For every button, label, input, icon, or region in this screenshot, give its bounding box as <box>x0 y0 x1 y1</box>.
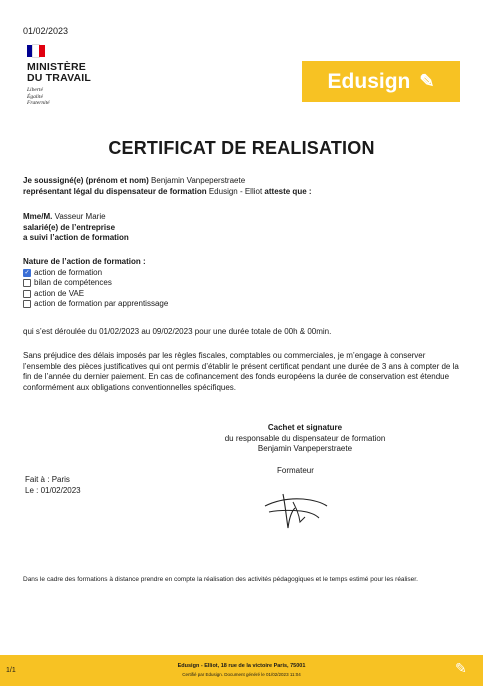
period-text: au <box>141 327 151 336</box>
trainee-company-line: salarié(e) de l’entreprise <box>23 222 116 232</box>
date-label: Le : <box>25 485 39 495</box>
footer-bar <box>0 655 483 686</box>
republic-motto: Liberté Égalité Fraternité <box>27 87 50 106</box>
signer-attest: atteste que : <box>264 186 312 196</box>
checkbox-icon[interactable] <box>23 290 31 298</box>
ministry-logo <box>27 45 107 107</box>
period-text: qui s’est déroulée du <box>23 327 97 336</box>
trainee-action-line: a suivi l’action de formation <box>23 233 129 242</box>
stamp-block <box>180 423 430 455</box>
period-start: 01/02/2023 <box>99 327 140 336</box>
page-number: 1/1 <box>6 667 16 674</box>
trainee-block <box>23 212 463 244</box>
nature-option-label: action de VAE <box>34 288 85 298</box>
signer-role-label: représentant légal du dispensateur de formation <box>23 186 207 196</box>
stamp-line: du responsable du dispensateur de formation <box>224 433 386 443</box>
ministry-name: MINISTÈRE DU TRAVAIL <box>27 61 92 84</box>
page-title: CERTIFICAT DE REALISATION <box>108 138 375 158</box>
nature-label: Nature de l’action de formation : <box>23 257 146 266</box>
stamp-role: Formateur <box>277 466 314 475</box>
checkbox-icon[interactable] <box>23 300 31 308</box>
nature-option[interactable] <box>23 278 463 289</box>
nature-option-label: bilan de compétences <box>34 278 112 287</box>
place-date: 01/02/2023 <box>40 485 81 495</box>
edusign-logo <box>302 61 460 102</box>
place-block <box>25 475 81 496</box>
place-label: Fait à : <box>25 475 50 484</box>
french-flag-icon <box>27 45 45 57</box>
nature-option[interactable] <box>23 289 463 300</box>
checkbox-icon[interactable]: ✓ <box>24 269 30 276</box>
nature-option[interactable] <box>23 268 463 279</box>
signer-block <box>23 176 463 197</box>
checkbox-icon[interactable] <box>23 279 31 287</box>
stamp-name: Benjamin Vanpeperstraete <box>257 444 353 453</box>
signer-org: Edusign - Elliot <box>208 186 263 196</box>
feather-icon: ✎ <box>455 660 467 676</box>
nature-option-label: action de formation <box>34 267 103 277</box>
signer-name: Benjamin Vanpeperstraete <box>151 176 246 185</box>
brand-name: Edusign <box>327 69 411 93</box>
nature-option[interactable] <box>23 299 463 310</box>
footer-address: Edusign - Elliot, 18 rue de la victoire Paris, 75001 <box>177 663 306 669</box>
nature-option-label: action de formation par apprentissage <box>34 299 169 308</box>
signature-image <box>255 484 335 534</box>
footer-certified: Certifié par Edusign. Document généré le 01/02/2023 11:04 <box>182 672 301 677</box>
legal-paragraph: Sans préjudice des délais imposés par les règles fiscales, comptables ou commerciales, je m’engage à conserver l’ensemble des pièces justificatives qui ont permis d’établir le présent certificat pendant une durée de 3 ans à compter de la fin de l’année du dernier paiement. En cas de cofinancement des fonds européens la durée de conservation est étendue conformément aux obligations conventionnelles spécifiques. <box>23 351 459 392</box>
stamp-title: Cachet et signature <box>267 423 343 432</box>
remote-training-note: Dans le cadre des formations à distance prendre en compte la réalisation des activités pédagogiques et le temps estimé pour les réaliser. <box>23 576 418 583</box>
place-city: Paris <box>51 475 70 484</box>
period-end: 09/02/2023 <box>152 327 193 336</box>
trainee-name: Vasseur Marie <box>54 212 106 221</box>
document-date: 01/02/2023 <box>23 26 69 36</box>
period-line <box>23 327 468 338</box>
period-text: pour une durée totale de <box>194 327 282 336</box>
feather-icon: ✎ <box>419 71 435 91</box>
period-duration: 00h & 00min. <box>284 327 332 336</box>
nature-block <box>23 257 463 310</box>
signer-label: Je soussigné(e) (prénom et nom) <box>23 176 149 185</box>
trainee-label: Mme/M. <box>23 212 53 221</box>
